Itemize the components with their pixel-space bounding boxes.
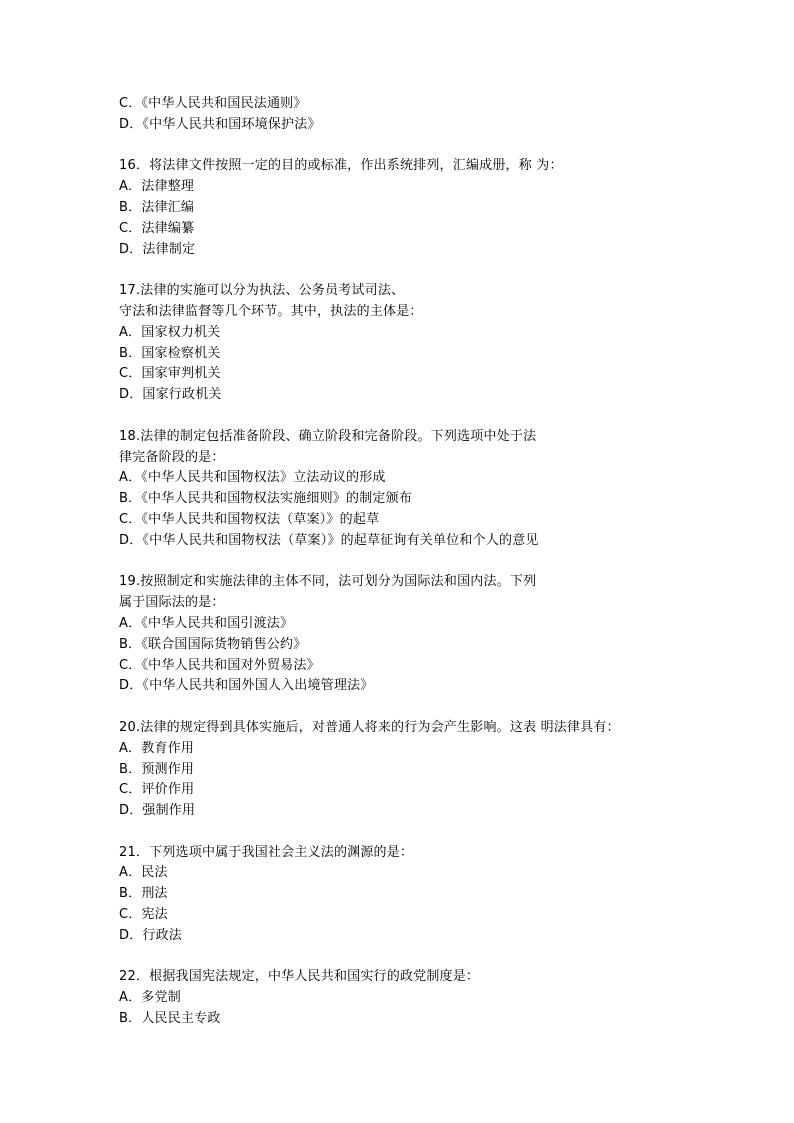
option-c: C．《中华人民共和国对外贸易法》 (119, 657, 320, 673)
option-c: C．宪法 (119, 907, 168, 923)
question-15-continued (119, 94, 759, 136)
option-c: C．评价作用 (119, 782, 195, 798)
question-stem: 17.法律的实施可以分为执法、公务员考试司法、 (119, 283, 405, 299)
spacer (119, 822, 759, 843)
option-d: D．国家行政机关 (119, 387, 222, 403)
option-b: B．《中华人民共和国物权法实施细则》的制定颁布 (119, 491, 413, 507)
option-d: D．《中华人民共和国环境保护法》 (119, 116, 321, 132)
option-d: D．行政法 (119, 927, 183, 943)
spacer (119, 552, 759, 573)
question-stem-continued: 属于国际法的是： (119, 595, 225, 611)
option-d: D．强制作用 (119, 803, 196, 819)
question-stem: 16．将法律文件按照一定的目的或标准，作出系统排列，汇编成册，称 为： (119, 158, 563, 174)
option-a: A．《中华人民共和国物权法》立法动议的形成 (119, 470, 386, 486)
question-stem-continued: 律完备阶段的是： (119, 449, 225, 465)
option-c: C．《中华人民共和国民法通则》 (119, 96, 307, 111)
spacer (119, 406, 759, 427)
option-d: D．《中华人民共和国物权法（草案）》的起草征询有关单位和个人的意见 (119, 532, 539, 548)
question-22 (119, 967, 759, 1029)
spacer (119, 947, 759, 968)
document-page (119, 94, 759, 1030)
option-b: B．人民民主专政 (119, 1011, 221, 1027)
question-16 (119, 156, 759, 260)
spacer (119, 697, 759, 718)
option-c: C．国家审判机关 (119, 366, 221, 382)
question-stem: 18.法律的制定包括准备阶段、确立阶段和完备阶段。下列选项中处于法 (119, 428, 537, 444)
option-a: A．《中华人民共和国引渡法》 (119, 615, 294, 631)
option-b: B．国家检察机关 (119, 345, 221, 361)
question-17 (119, 281, 759, 406)
question-stem: 22．根据我国宪法规定，中华人民共和国实行的政党制度是： (119, 969, 480, 985)
option-b: B．预测作用 (119, 761, 195, 777)
option-c: C．法律编纂 (119, 220, 195, 236)
option-c: C．《中华人民共和国物权法（草案）》的起草 (119, 511, 380, 527)
option-d: D．法律制定 (119, 241, 196, 257)
question-19 (119, 572, 759, 697)
question-stem: 20.法律的规定得到具体实施后，对普通人将来的行为会产生影响。这表 明法律具有： (119, 719, 620, 735)
option-a: A．国家权力机关 (119, 324, 221, 340)
question-20 (119, 718, 759, 822)
question-21 (119, 843, 759, 947)
question-stem: 19.按照制定和实施法律的主体不同，法可划分为国际法和国内法。下列 (119, 574, 537, 590)
option-a: A．法律整理 (119, 179, 195, 195)
option-b: B．刑法 (119, 886, 168, 902)
option-a: A．教育作用 (119, 740, 195, 756)
question-18 (119, 427, 759, 552)
question-stem: 21．下列选项中属于我国社会主义法的渊源的是： (119, 844, 414, 860)
option-b: B．法律汇编 (119, 199, 195, 215)
option-a: A．民法 (119, 865, 168, 881)
option-b: B．《联合国国际货物销售公约》 (119, 636, 307, 652)
option-a: A．多党制 (119, 990, 181, 1006)
spacer (119, 136, 759, 157)
option-d: D．《中华人民共和国外国人入出境管理法》 (119, 678, 374, 694)
question-stem-continued: 守法和法律监督等几个环节。其中，执法的主体是： (119, 303, 423, 319)
spacer (119, 260, 759, 281)
